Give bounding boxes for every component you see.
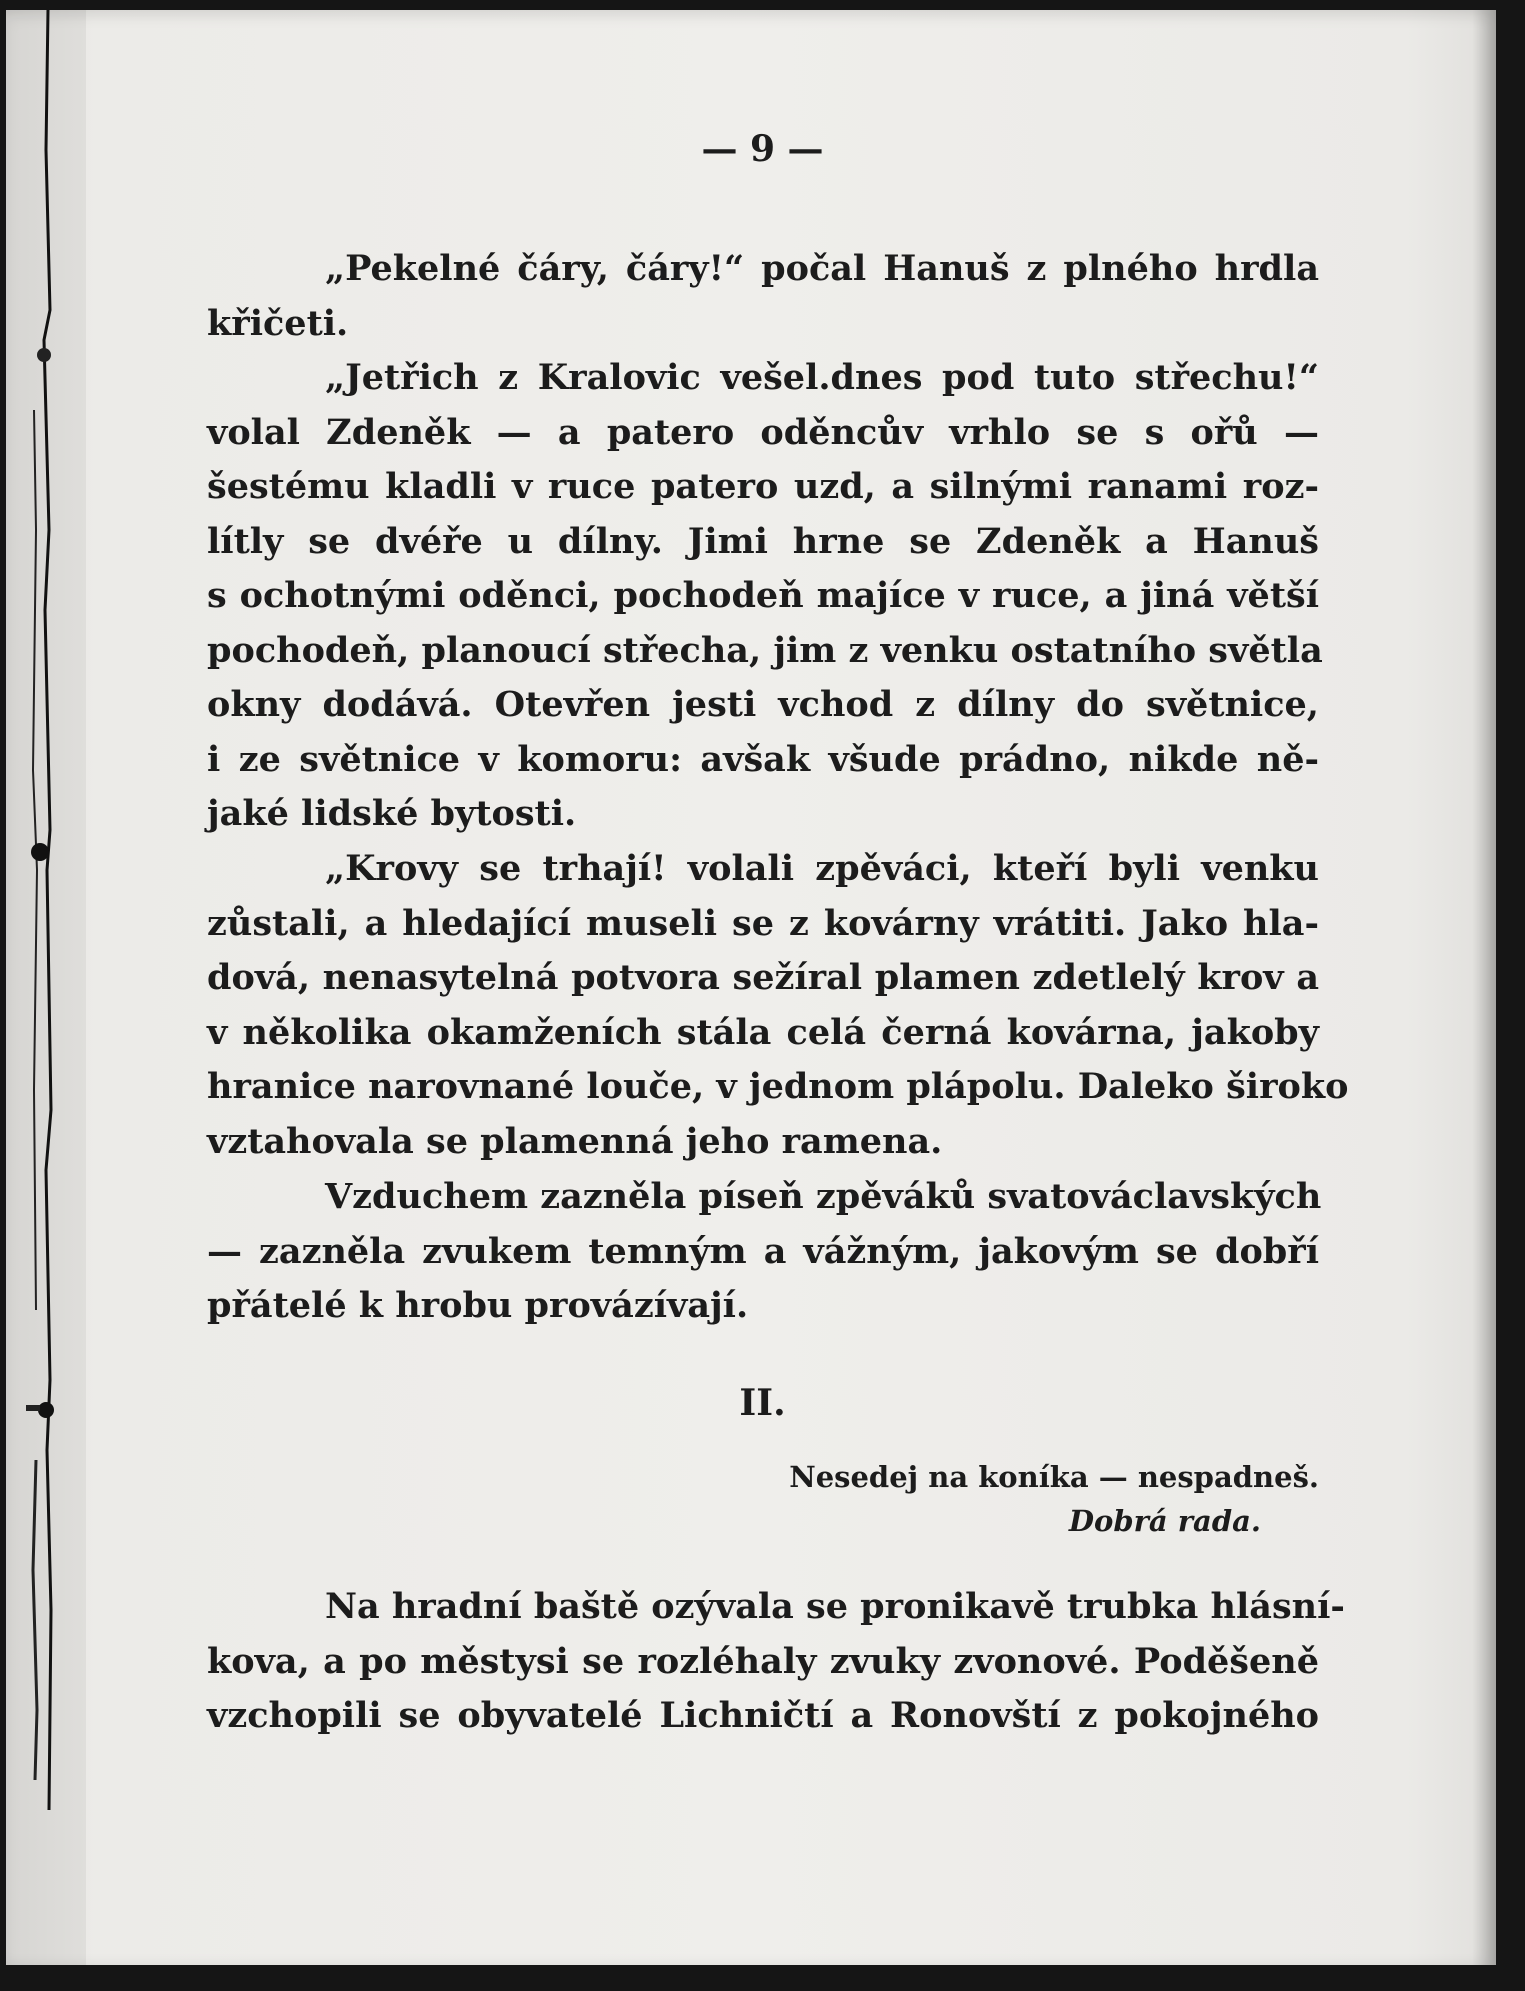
epigraph bbox=[789, 1455, 1319, 1543]
text-line: dová, nenasytelná potvora sežíral plamen zdetlelý krov a bbox=[207, 957, 1319, 998]
text-line: „Krovy se trhají! volali zpěváci, kteří byli venku bbox=[325, 848, 1319, 889]
text-line: okny dodává. Otevřen jesti vchod z dílny do světnice, bbox=[207, 684, 1319, 725]
page-number: — 9 — bbox=[701, 128, 824, 170]
text-line: kova, a po městysi se rozléhaly zvuky zvonové. Poděšeně bbox=[207, 1640, 1319, 1682]
epigraph-text: Nesedej na koníka — nespadneš. bbox=[789, 1460, 1319, 1494]
text-line: zůstali, a hledající museli se z kovárny vrátiti. Jako hla- bbox=[207, 902, 1319, 944]
text-line: — zazněla zvukem temným a vážným, jakovým se dobří bbox=[207, 1230, 1319, 1272]
text-line: hranice narovnané louče, v jednom plápolu. Daleko široko bbox=[207, 1066, 1349, 1107]
text-line: Vzduchem zazněla píseň zpěváků svatováclavských bbox=[325, 1176, 1322, 1217]
text-line: lítly se dvéře u dílny. Jimi hrne se Zdeněk a Hanuš bbox=[207, 520, 1319, 562]
text-line: křičeti. bbox=[207, 302, 349, 344]
paragraph-1 bbox=[207, 242, 1319, 351]
text-line: volal Zdeněk — a patero oděncův vrhlo se s ořů — bbox=[207, 411, 1319, 453]
text-line: přátelé k hrobu provázívají. bbox=[207, 1285, 749, 1326]
paragraph-5 bbox=[207, 1580, 1345, 1744]
epigraph-source: Dobrá rada. bbox=[1068, 1504, 1261, 1538]
text-line: vzchopili se obyvatelé Lichničtí a Ronovští z pokojného bbox=[207, 1695, 1319, 1736]
text-line: s ochotnými oděnci, pochodeň majíce v ruce, a jiná větší bbox=[207, 575, 1319, 616]
paragraph-3 bbox=[207, 842, 1349, 1169]
text-line: pochodeň, planoucí střecha, jim z venku ostatního světla bbox=[207, 629, 1323, 671]
text-line: vztahovala se plamenná jeho ramena. bbox=[207, 1120, 943, 1162]
text-line: v několika okamženích stála celá černá kovárna, jakoby bbox=[207, 1011, 1319, 1053]
paragraph-4 bbox=[207, 1170, 1322, 1334]
chapter-heading: II. bbox=[739, 1382, 786, 1424]
text-line: Na hradní baště ozývala se pronikavě trubka hlásní- bbox=[325, 1586, 1345, 1627]
text-line: i ze světnice v komoru: avšak všude prádno, nikde ně- bbox=[207, 738, 1319, 780]
text-line: jaké lidské bytosti. bbox=[207, 793, 577, 834]
text-line: šestému kladli v ruce patero uzd, a silnými ranami roz- bbox=[207, 466, 1319, 507]
paragraph-2 bbox=[207, 351, 1323, 842]
binding-edge-marks bbox=[6, 10, 86, 1965]
text-line: „Pekelné čáry, čáry!“ počal Hanuš z plného hrdla bbox=[325, 248, 1319, 289]
page-right-shadow bbox=[1472, 10, 1496, 1965]
text-line: „Jetřich z Kralovic vešel.dnes pod tuto střechu!“ bbox=[325, 357, 1319, 398]
